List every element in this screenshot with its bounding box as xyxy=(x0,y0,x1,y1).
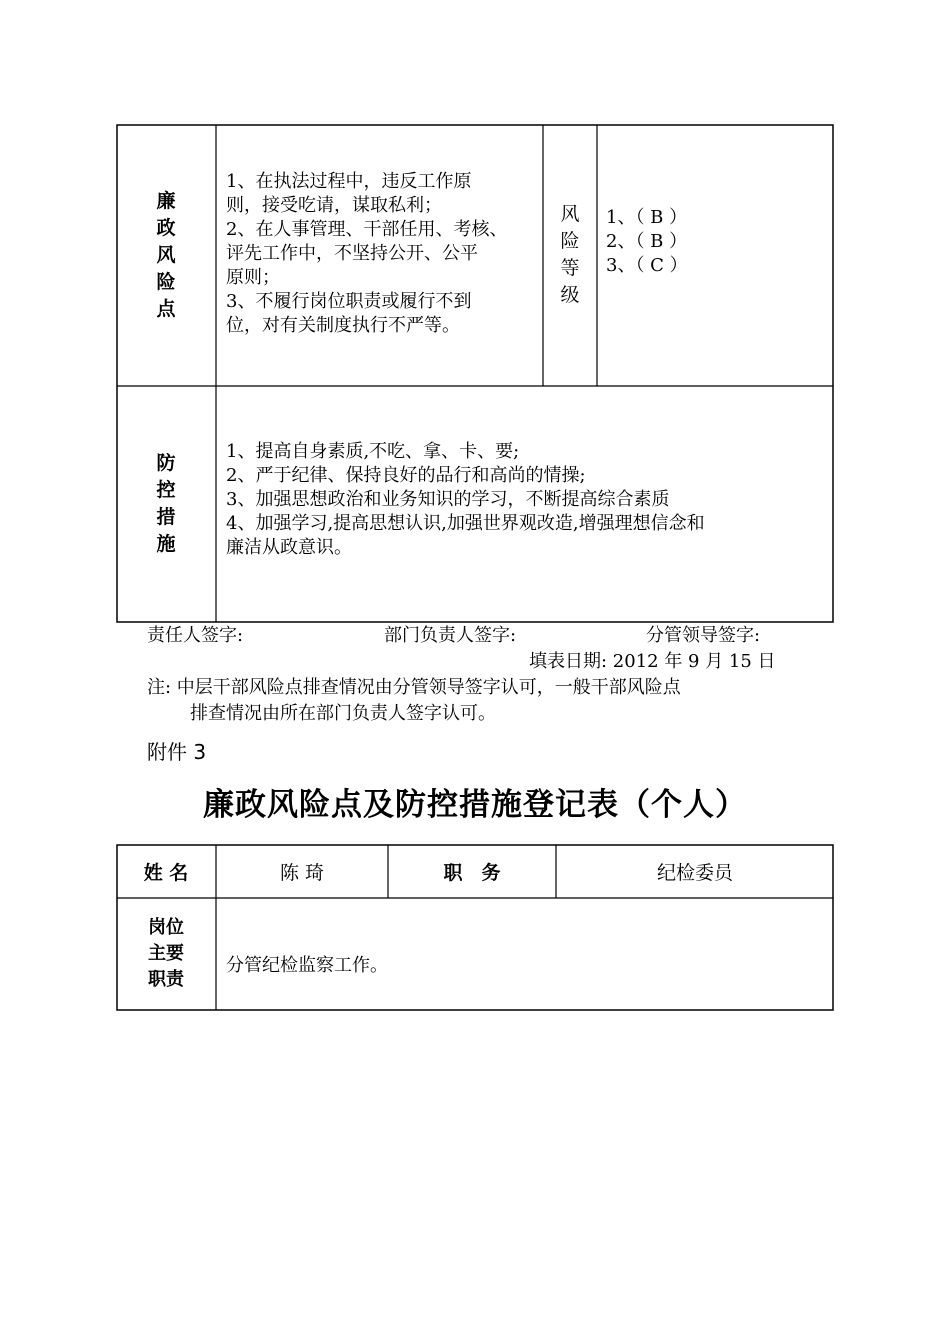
measure-line: 3、加强思想政治和业务知识的学习，不断提高综合素质 xyxy=(226,489,670,510)
duties-label-line: 主要 xyxy=(148,943,184,964)
risk-level-item: 2、（ B ） xyxy=(606,231,688,252)
risk-points-label-char: 险 xyxy=(156,270,176,293)
duties-label xyxy=(116,898,216,1010)
measures-label-char: 防 xyxy=(156,452,176,474)
risk-points-label-char: 政 xyxy=(156,216,176,239)
risk-point-line: 位，对有关制度执行不严等。 xyxy=(226,315,460,336)
risk-points-label xyxy=(116,124,216,386)
risk-point-line: 3、不履行岗位职责或履行不到 xyxy=(226,291,472,312)
fill-date: 填表日期: 2012 年 9 月 15 日 xyxy=(529,651,776,672)
note-line-2: 排查情况由所在部门负责人签字认可。 xyxy=(190,703,496,724)
risk-level-label-char: 风 xyxy=(560,203,580,225)
risk-point-line: 评先工作中，不坚持公开、公平 xyxy=(226,243,478,264)
position-label: 职 务 xyxy=(443,861,501,884)
risk-points-label-char: 风 xyxy=(156,243,176,266)
measure-line: 2、严于纪律、保持良好的品行和高尚的情操; xyxy=(226,465,586,486)
measures-label-char: 控 xyxy=(156,479,176,501)
duties-label-line: 岗位 xyxy=(148,917,184,938)
duties-label-line: 职责 xyxy=(148,969,184,990)
risk-points-label-char: 点 xyxy=(156,297,176,320)
measure-line: 廉洁从政意识。 xyxy=(226,537,352,558)
risk-point-line: 2、在人事管理、干部任用、考核、 xyxy=(226,219,508,240)
position-value: 纪检委员 xyxy=(656,861,733,884)
risk-levels xyxy=(606,206,688,278)
personal-table xyxy=(116,844,834,1011)
risk-points-label-char: 廉 xyxy=(156,189,176,212)
name-label: 姓 名 xyxy=(143,861,189,884)
measures-text xyxy=(226,440,831,560)
duties-value: 分管纪检监察工作。 xyxy=(226,955,388,976)
name-value: 陈 琦 xyxy=(279,861,325,884)
risk-level-label xyxy=(543,124,597,386)
risk-points-text xyxy=(226,170,541,338)
risk-point-line: 原则； xyxy=(226,267,280,288)
risk-table xyxy=(116,124,834,623)
risk-level-label-char: 级 xyxy=(560,284,580,306)
form-title: 廉政风险点及防控措施登记表（个人） xyxy=(203,787,747,823)
measure-line: 1、提高自身素质,不吃、拿、卡、要; xyxy=(226,441,520,462)
attachment-label: 附件 3 xyxy=(147,740,207,764)
risk-level-item: 3、（ C ） xyxy=(606,255,688,276)
leader-in-charge-signature: 分管领导签字: xyxy=(646,625,761,646)
risk-level-label-char: 险 xyxy=(560,230,580,252)
risk-level-item: 1、（ B ） xyxy=(606,207,688,228)
measures-label-char: 措 xyxy=(156,506,176,528)
department-head-signature: 部门负责人签字: xyxy=(384,625,517,646)
measures-label xyxy=(116,386,216,622)
responsible-person-signature: 责任人签字: xyxy=(147,625,244,646)
risk-point-line: 1、在执法过程中，违反工作原 xyxy=(226,171,472,192)
risk-level-label-char: 等 xyxy=(560,257,580,279)
note-line-1: 注: 中层干部风险点排查情况由分管领导签字认可，一般干部风险点 xyxy=(147,677,681,698)
measure-line: 4、加强学习,提高思想认识,加强世界观改造,增强理想信念和 xyxy=(226,513,705,534)
risk-point-line: 则，接受吃请，谋取私利； xyxy=(226,195,442,216)
measures-label-char: 施 xyxy=(156,533,176,555)
